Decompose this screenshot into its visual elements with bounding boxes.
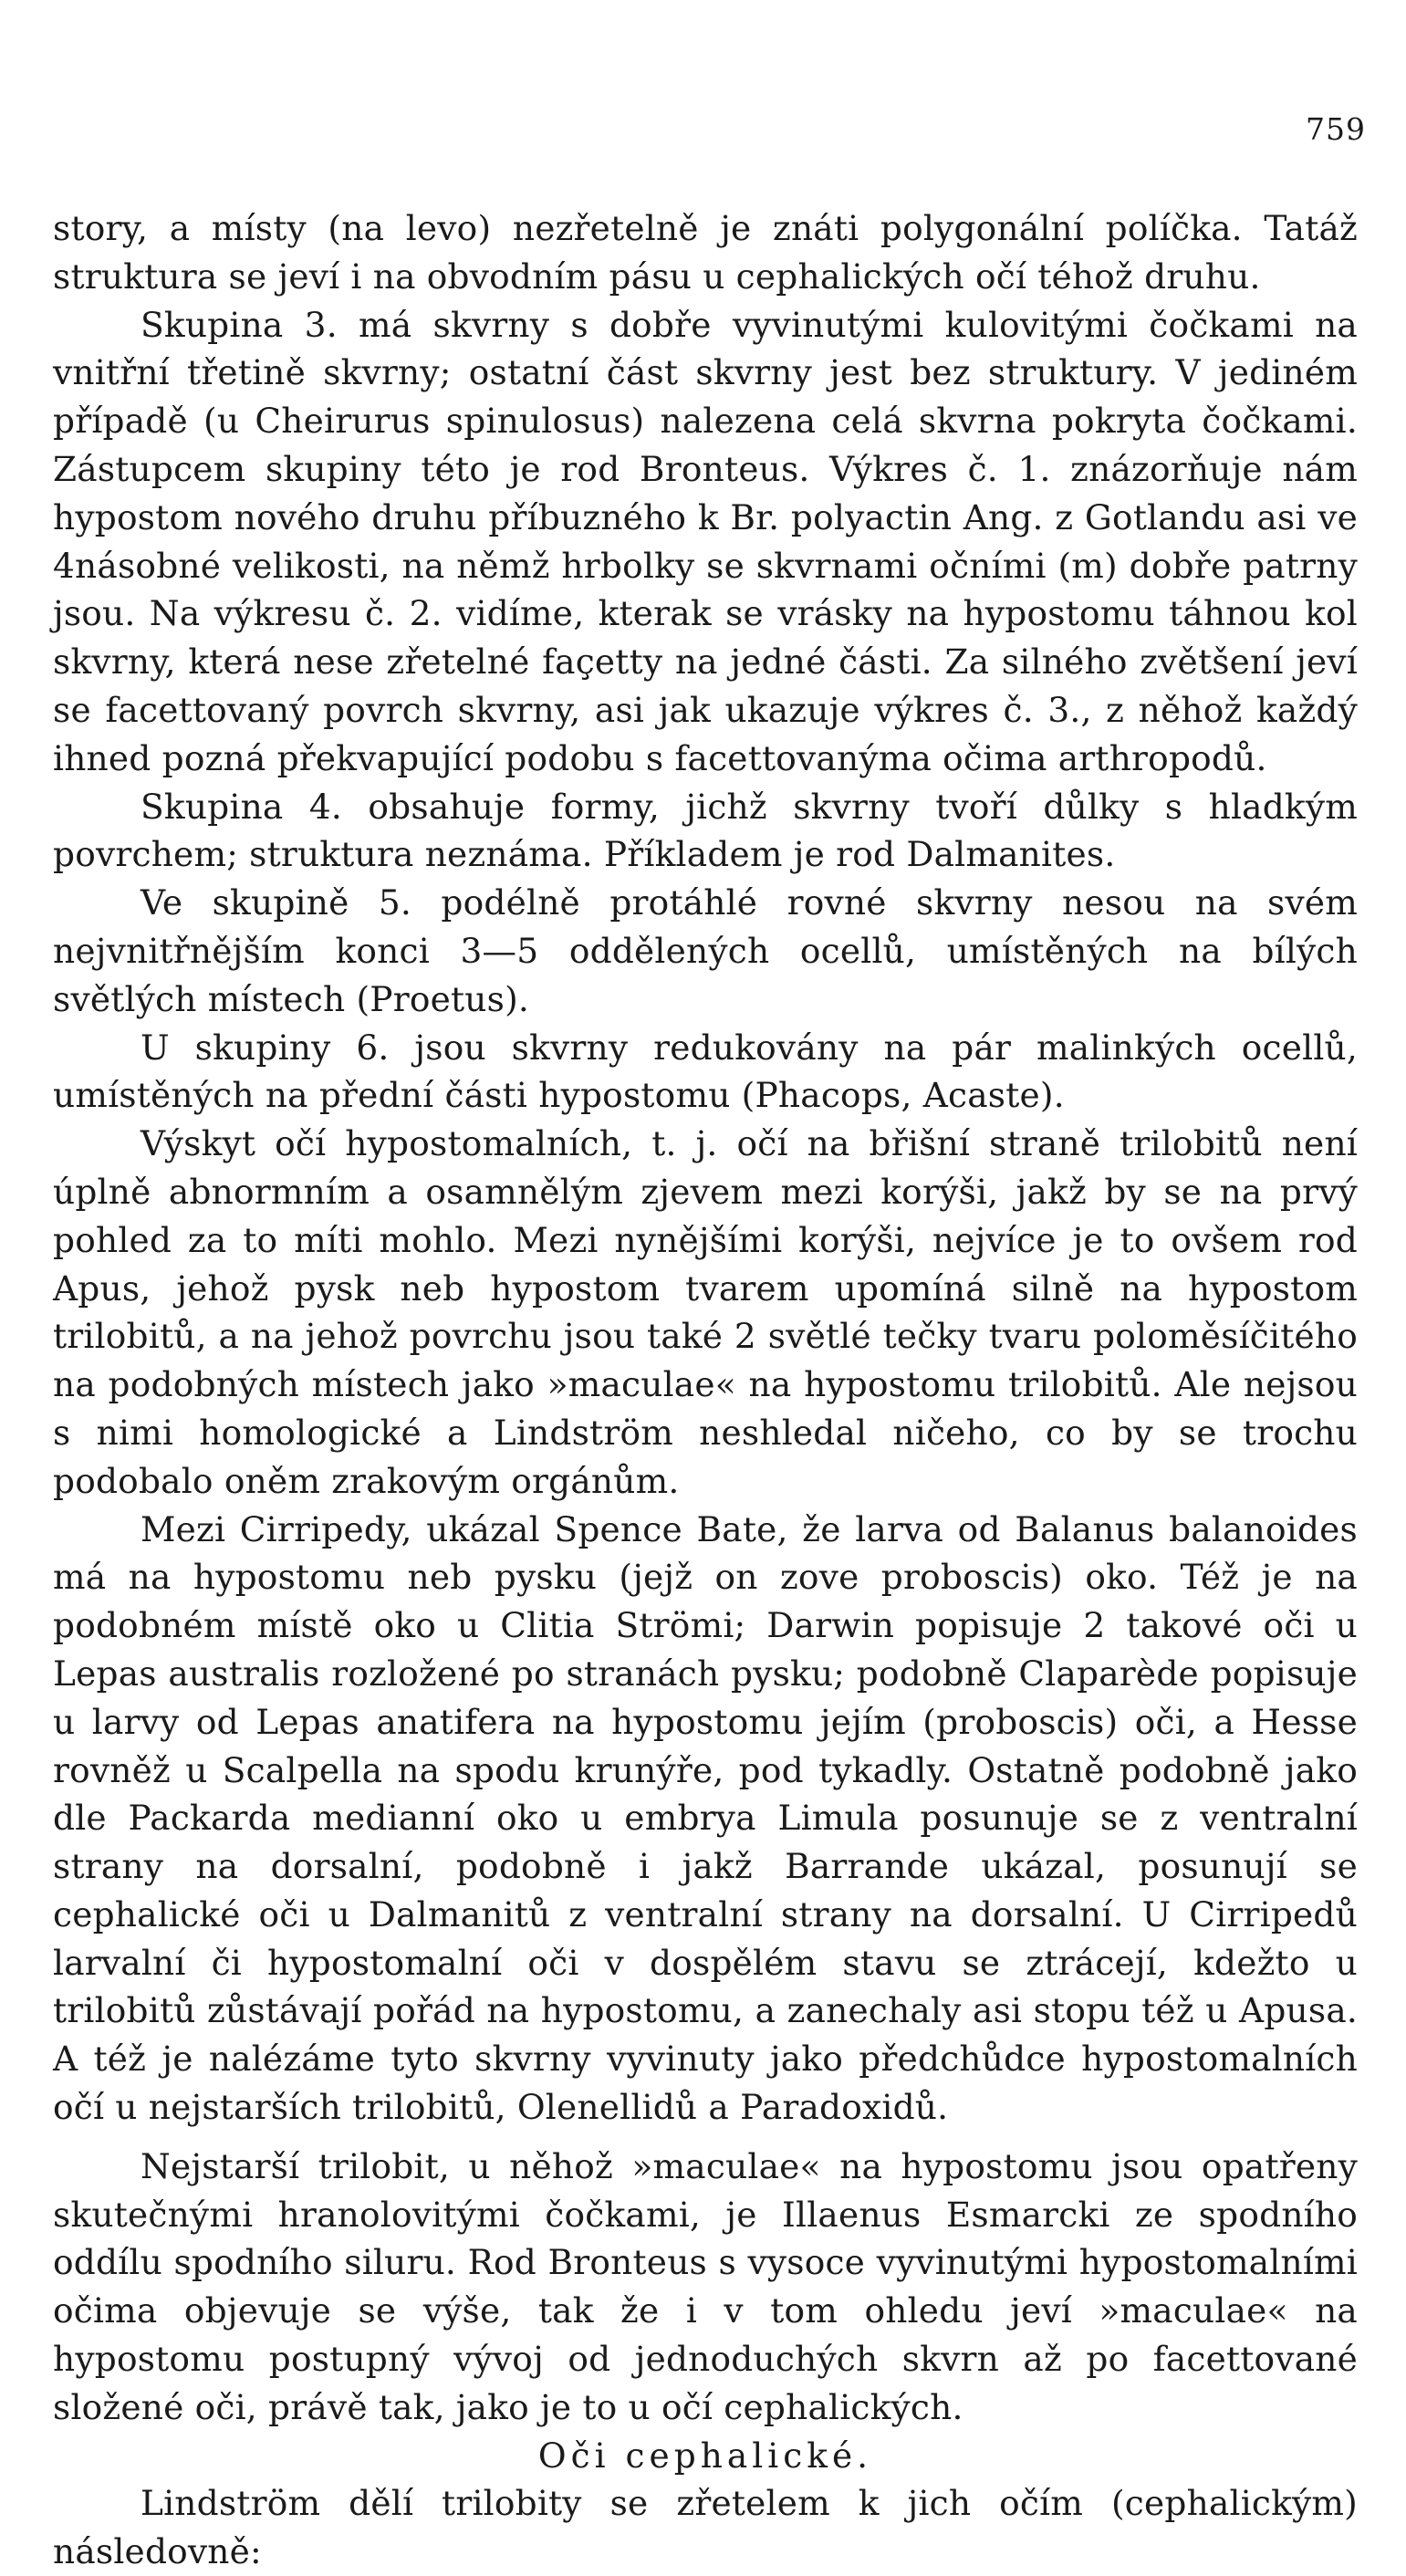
paragraph-hypostomal-eyes: Výskyt očí hypostomalních, t. j. očí na břišní straně trilobitů není úplně abnormním a osamnělým zjevem mezi korýši, jakž by se na prvý pohled za to míti mohlo. Mezi nynějšími korýši, nejvíce je to ovšem rod Apus, jehož pysk neb hypostom tvarem upomíná silně na hypostom trilobitů, a na jehož povrchu jsou také 2 světlé tečky tvaru poloměsíčitého na podobných místech jako »maculae« na hypostomu trilobitů. Ale nejsou s nimi homologické a Lindström neshledal ničeho, co by se trochu podobalo oněm zrakovým orgánům.: [53, 1123, 1358, 1501]
paragraph-group-3: Skupina 3. má skvrny s dobře vyvinutými kulovitými čočkami na vnitřní třetině skvrny; ostatní část skvrny jest bez struktury. V jediném případě (u Cheirurus spinulosus) nalezena celá skvrna pokryta čočkami. Zástupcem skupiny této je rod Bronteus. Výkres č. 1. znázorňuje nám hypostom nového druhu příbuzného k Br. polyactin Ang. z Gotlandu asi ve 4násobné velikosti, na němž hrbolky se skvrnami očními (m) dobře patrny jsou. Na výkresu č. 2. vidíme, kterak se vrásky na hypostomu táhnou kol skvrny, která nese zřetelné façetty na jedné části. Za silného zvětšení jeví se facettovaný povrch skvrny, asi jak ukazuje výkres č. 3., z něhož každý ihned pozná překvapující podobu s facettovanýma očima arthropodů.: [53, 304, 1358, 778]
paragraph-continuation: story, a místy (na levo) nezřetelně je znáti polygonální políčka. Tatáž struktura se jeví i na obvodním pásu u cephalických očí téhož druhu.: [53, 208, 1358, 297]
paragraph-group-6: U skupiny 6. jsou skvrny redukovány na pár malinkých ocellů, umístěných na přední části hypostomu (Phacops, Acaste).: [53, 1027, 1358, 1116]
paragraph-oldest-trilobite: Nejstarší trilobit, u něhož »maculae« na hypostomu jsou opatřeny skutečnými hranolovitými čočkami, je Illaenus Esmarcki ze spodního oddílu spodního siluru. Rod Bronteus s vysoce vyvinutými hypostomalními očima objevuje se výše, tak že i v tom ohledu jeví »maculae« na hypostomu postupný vývoj od jednoduchých skvrn až po facettované složené oči, právě tak, jako je to u očí cephalických.: [53, 2145, 1358, 2427]
paragraph-group-4: Skupina 4. obsahuje formy, jichž skvrny tvoří důlky s hladkým povrchem; struktura neznáma. Příkladem je rod Dalmanites.: [53, 786, 1358, 875]
paragraph-cirripedes: Mezi Cirripedy, ukázal Spence Bate, že larva od Balanus balanoides má na hypostomu neb pysku (jejž on zove proboscis) oko. Též je na podobném místě oko u Clitia Strömi; Darwin popisuje 2 takové oči u Lepas australis rozložené po stranách pysku; podobně Claparède popisuje u larvy od Lepas anatifera na hypostomu jejím (proboscis) oči, a Hesse rovněž u Scalpella na spodu krunýře, pod tykadly. Ostatně podobně jako dle Packarda medianní oko u embrya Limula posunuje se z ventralní strany na dorsalní, podobně i jakž Barrande ukázal, posunují se cephalické oči u Dalmanitů z ventralní strany na dorsalní. U Cirripedů larvalní či hypostomalní oči v dospělém stavu se ztrácejí, kdežto u trilobitů zůstávají pořád na hypostomu, a zanechaly asi stopu též u Apusa. A též je nalézáme tyto skvrny vyvinuty jako předchůdce hypostomalních očí u nejstarších trilobitů, Olenellidů a Paradoxidů.: [53, 1508, 1358, 2128]
paragraph-lindstrom: Lindström dělí trilobity se zřetelem k jich očím (cephalickým) následovně:: [53, 2483, 1358, 2572]
page-number: 759: [1306, 111, 1366, 147]
section-heading: Oči cephalické.: [537, 2435, 873, 2476]
paragraph-group-5: Ve skupině 5. podélně protáhlé rovné skvrny nesou na svém nejvnitřnějším konci 3—5 oddělených ocellů, umístěných na bílých světlých místech (Proetus).: [53, 882, 1358, 1019]
body-text: [53, 204, 1358, 2576]
